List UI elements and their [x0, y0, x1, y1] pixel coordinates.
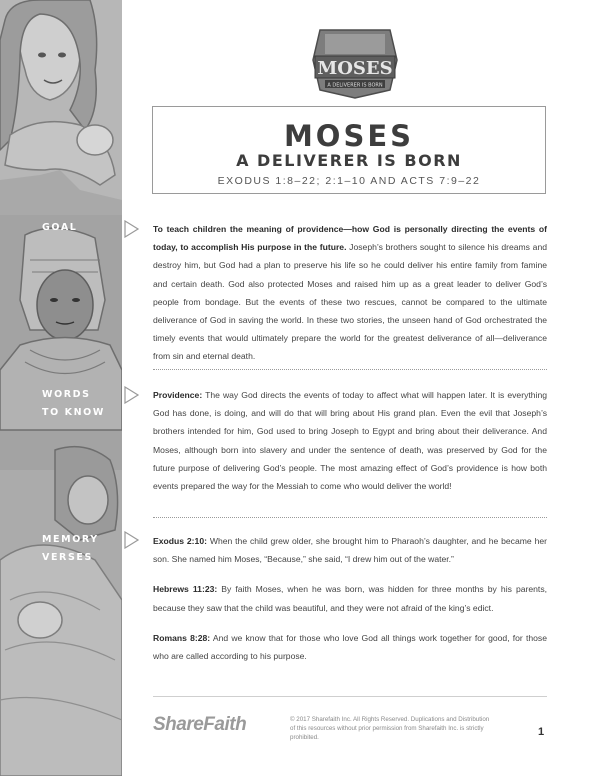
- memory-label-line-2: VERSES: [42, 552, 93, 563]
- goal-body-text: Joseph’s brothers sought to silence his dreams and destroy him, but God had a plan to preserve his life so he could deliver his entire family from famine and certain death. God also protected Moses and raised him up as a great leader to deliver God’s people from bondage. But the events of these two rescues, cannot be compared to the ultimate deliverance of God in saving the world. In these two stories, the unseen hand of God orchestrated the timely events that would ultimately prepare the world for the greatest deliverance of all—deliverance from sin and eternal death.: [153, 242, 548, 362]
- goal-label: [42, 219, 77, 237]
- sidebar-illustration: [0, 0, 122, 776]
- words-paragraph: [153, 386, 547, 495]
- logo-title: MOSES: [317, 58, 393, 79]
- goal-paragraph: [153, 220, 547, 366]
- words-label-line-1: WORDS: [42, 389, 91, 400]
- page-number: 1: [538, 726, 545, 738]
- memory-verses-label: [42, 531, 99, 567]
- verse-text: When the child grew older, she brought him to Pharaoh’s daughter, and he became her son. She named him Moses, “Because,” she said, “I drew him out of the water.”: [153, 536, 547, 565]
- title-box: [152, 106, 546, 194]
- verse-text: And we know that for those who love God all things work together for good, for those who are called according to his purpose.: [153, 632, 547, 662]
- words-term: Providence:: [153, 390, 203, 400]
- verse-reference: Exodus 2:10:: [153, 536, 207, 546]
- verse-item: [153, 629, 547, 665]
- verse-item: [153, 580, 547, 616]
- words-definition: The way God directs the events of today to affect what will happen later. It is everything God has done, is doing, and will do that will bring about His grand plan. Even the evil that Joseph’s brothers intended for him, God used to bring Joseph to Egypt and bring about their deliverance. And Moses, although born into slavery and under the sentence of death, was preserved by God for the future purpose of delivering God’s people. The most amazing effect of God’s providence is how both events prepared the way for the Messiah to come who would deliver the world!: [153, 390, 547, 492]
- verse-reference: Romans 8:28:: [153, 632, 211, 643]
- footer-divider: [153, 696, 547, 697]
- page-title: MOSES: [283, 119, 415, 153]
- verse-reference: Hebrews 11:23:: [153, 584, 218, 595]
- sharefaith-logo: ShareFaith: [153, 714, 247, 735]
- scripture-reference: EXODUS 1:8–22; 2:1–10 AND ACTS 7:9–22: [217, 175, 481, 187]
- words-to-know-section: [153, 386, 547, 495]
- page-subtitle: A DELIVERER IS BORN: [236, 151, 462, 170]
- goal-label-text: GOAL: [42, 222, 78, 233]
- verse-item: [153, 532, 547, 568]
- copyright-notice: © 2017 Sharefaith Inc. All Rights Reserved. Duplications and Distribution of this resources without prior permission from Sharefaith Inc. is strictly prohibited.: [290, 716, 490, 741]
- goal-bold-text: To teach children the meaning of providence—how God is personally directing the events of today, to accomplish His purpose in the future.: [153, 224, 547, 253]
- memory-label-line-1: MEMORY: [42, 534, 99, 545]
- memory-verses-section: [153, 532, 547, 677]
- verse-text: By faith Moses, when he was born, was hidden for three months by his parents, because they saw that the child was beautiful, and they were not afraid of the king’s edict.: [153, 584, 547, 613]
- divider: [153, 369, 547, 370]
- words-to-know-label: [42, 386, 105, 422]
- moses-logo: [305, 20, 405, 100]
- divider: [153, 517, 547, 518]
- goal-section: [153, 220, 547, 366]
- logo-subtitle: A DELIVERER IS BORN: [327, 82, 383, 89]
- words-label-line-2: TO KNOW: [42, 407, 105, 418]
